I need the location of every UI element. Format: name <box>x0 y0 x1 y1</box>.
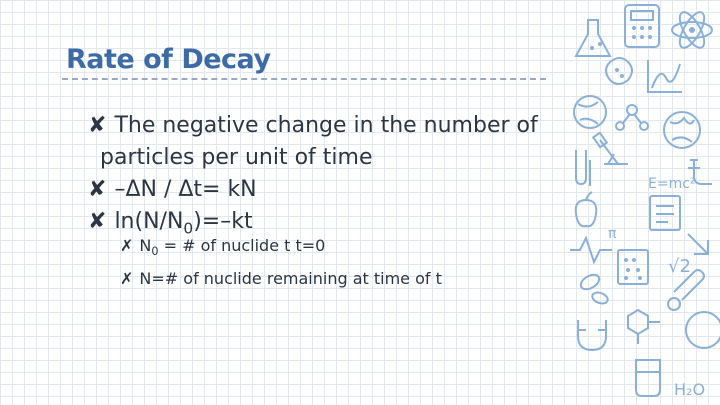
beaker-icon <box>636 360 660 396</box>
abacus-icon <box>618 250 648 284</box>
pills-icon <box>578 272 609 306</box>
graph-icon <box>648 60 682 92</box>
subbullet-list <box>120 232 442 292</box>
bullet-cross-icon: ✘ <box>88 113 107 138</box>
notepad-icon <box>650 196 680 230</box>
flask-icon <box>576 20 610 56</box>
microscope-icon <box>593 133 628 164</box>
bullet-cross-icon: ✘ <box>88 209 107 234</box>
water-label: H₂O <box>674 380 706 399</box>
earth-icon <box>664 112 700 148</box>
subbullet-n: ✗ N=# of nuclide remaining at time of t <box>120 269 442 289</box>
apple-icon <box>576 192 597 226</box>
pi-symbol: π <box>608 226 617 242</box>
formula-label: E=mc² <box>648 176 696 192</box>
bullet-cross-icon: ✘ <box>88 177 107 202</box>
science-doodles <box>570 0 720 405</box>
lens-icon <box>686 312 720 348</box>
magnet-icon <box>578 320 606 350</box>
pulse-icon <box>570 238 612 262</box>
subbullet-cross-icon: ✗ <box>120 236 134 255</box>
hexagon-molecule-icon <box>628 310 660 344</box>
bullet-definition: ✘ The negative change in the number of particles per unit of time <box>88 113 538 170</box>
molecule-icon <box>616 105 648 130</box>
root-label: √2 <box>668 256 691 277</box>
bullet-list <box>88 110 548 244</box>
bullet-rate-equation: ✘ –ΔN / Δt= kN <box>88 177 257 202</box>
title-divider <box>62 78 546 80</box>
subbullet-n0: ✗ $N_0$ = # of nuclide t t=0 <box>120 236 326 259</box>
bullet-log-equation: ✘ $\ln(N/N_0)=-kt$ <box>88 209 253 238</box>
arrow-icon <box>688 234 708 254</box>
atom-icon <box>672 9 712 52</box>
calculator-icon <box>625 5 659 47</box>
bacteria-icon <box>606 58 632 84</box>
subbullet-cross-icon: ✗ <box>120 269 134 289</box>
globe-icon <box>574 96 606 128</box>
slide-title: Rate of Decay <box>66 44 271 75</box>
test-tubes-icon <box>576 150 590 186</box>
